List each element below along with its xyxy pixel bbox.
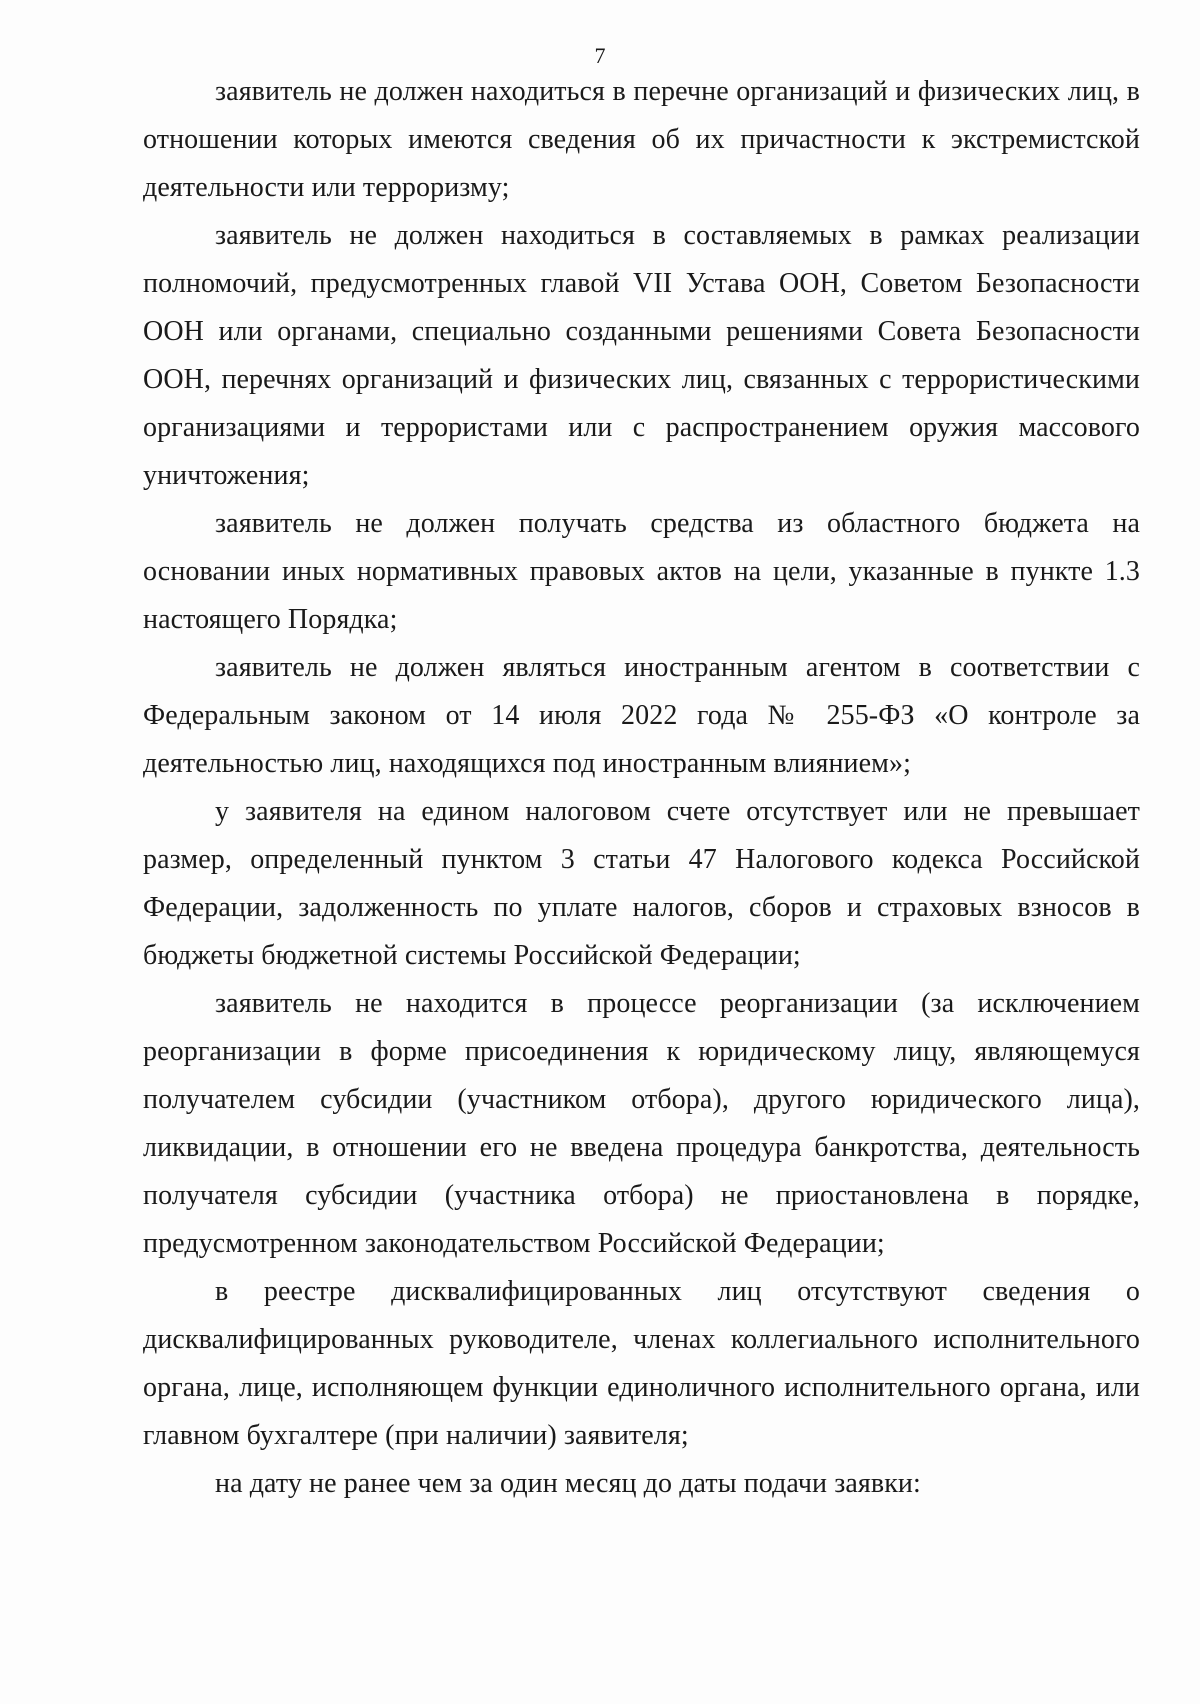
page-number: 7: [594, 43, 606, 68]
paragraph-reorganization: заявитель не находится в процессе реорганизации (за исключением реорганизации в форме присоединения к юридическому лицу, являющемуся получателем субсидии (участником отбора), другого юридического лица), ликвидации, в отношении его не введена процедура банкротства, деятельность получателя субсидии (участника отбора) не приостановлена в порядке, предусмотренном законодательством Российской Федерации;: [143, 988, 1140, 1259]
paragraph-tax-debt: у заявителя на едином налоговом счете отсутствует или не превышает размер, определенный пунктом 3 статьи 47 Налогового кодекса Российской Федерации, задолженность по уплате налогов, сборов и страховых взносов в бюджеты бюджетной системы Российской Федерации;: [143, 796, 1140, 971]
paragraph-disqualified-persons: в реестре дисквалифицированных лиц отсутствуют сведения о дисквалифицированных руководителе, членах коллегиального исполнительного органа, лице, исполняющем функции единоличного исполнительного органа, или главном бухгалтере (при наличии) заявителя;: [143, 1276, 1140, 1451]
document-body: [143, 68, 1140, 1508]
paragraph-regional-budget: заявитель не должен получать средства из областного бюджета на основании иных нормативных правовых актов на цели, указанные в пункте 1.3 настоящего Порядка;: [143, 508, 1140, 635]
paragraph-un-sanctions-list: заявитель не должен находиться в составляемых в рамках реализации полномочий, предусмотренных главой VII Устава ООН, Советом Безопасности ООН или органами, специально созданными решениями Совета Безопасности ООН, перечнях организаций и физических лиц, связанных с террористическими организациями и террористами или с распространением оружия массового уничтожения;: [143, 220, 1140, 491]
paragraph-foreign-agent: заявитель не должен являться иностранным агентом в соответствии с Федеральным законом от 14 июля 2022 года № 255-ФЗ «О контроле за деятельностью лиц, находящихся под иностранным влиянием»;: [143, 652, 1140, 779]
paragraph-extremism-list: заявитель не должен находиться в перечне организаций и физических лиц, в отношении которых имеются сведения об их причастности к экстремистской деятельности или терроризму;: [143, 76, 1140, 203]
paragraph-application-date: на дату не ранее чем за один месяц до даты подачи заявки:: [215, 1468, 921, 1499]
